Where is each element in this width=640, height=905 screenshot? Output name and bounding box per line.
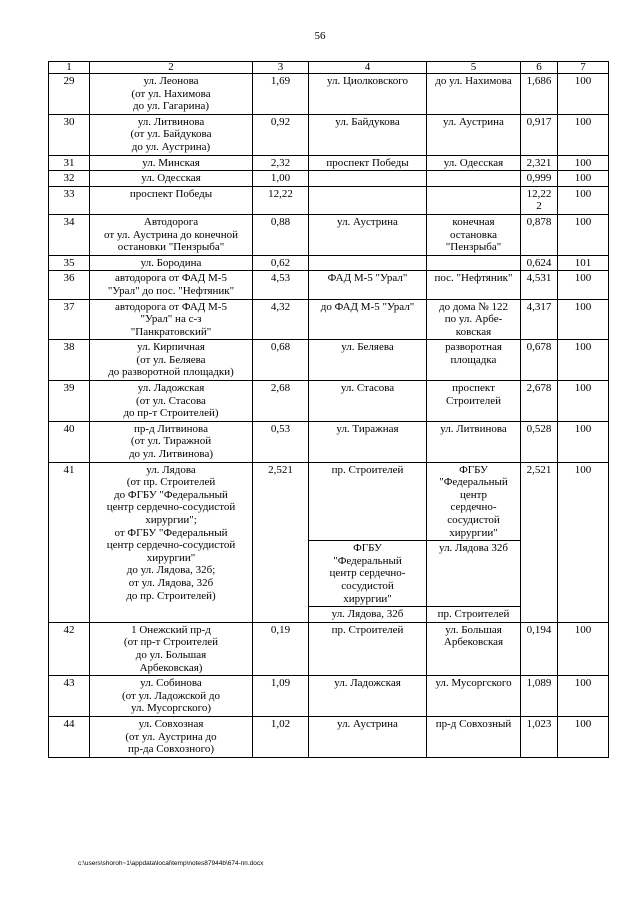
segment-start: ул. Тиражная <box>309 421 427 462</box>
segment-end: ФГБУ "Федеральный центр сердечно- сосудистой хирургии" <box>427 462 521 541</box>
row-number: 40 <box>49 421 90 462</box>
coverage-percent: 100 <box>558 622 609 675</box>
row-number: 33 <box>49 186 90 214</box>
segment-start <box>309 255 427 271</box>
actual-length: 12,22 2 <box>521 186 558 214</box>
road-name: ул. Бородина <box>90 255 253 271</box>
coverage-percent: 100 <box>558 271 609 299</box>
actual-length: 0,999 <box>521 171 558 187</box>
segment-start: ул. Стасова <box>309 381 427 422</box>
road-length: 0,62 <box>253 255 309 271</box>
coverage-percent: 100 <box>558 340 609 381</box>
row-number: 36 <box>49 271 90 299</box>
road-length: 4,32 <box>253 299 309 340</box>
header-row <box>49 62 609 74</box>
coverage-percent: 100 <box>558 74 609 115</box>
table-row <box>49 299 609 340</box>
segment-start: ул. Ладожская <box>309 676 427 717</box>
segment-start: ул. Беляева <box>309 340 427 381</box>
segment-end: ул. Большая Арбековская <box>427 622 521 675</box>
coverage-percent: 100 <box>558 186 609 214</box>
row-number: 41 <box>49 462 90 622</box>
table-row <box>49 74 609 115</box>
segment-end: разворотная площадка <box>427 340 521 381</box>
segment-end: до ул. Нахимова <box>427 74 521 115</box>
coverage-percent: 101 <box>558 255 609 271</box>
road-length: 0,53 <box>253 421 309 462</box>
coverage-percent: 100 <box>558 214 609 255</box>
segment-start: ул. Циолковского <box>309 74 427 115</box>
segment-end <box>427 186 521 214</box>
road-length: 2,68 <box>253 381 309 422</box>
actual-length: 0,678 <box>521 340 558 381</box>
segment-start: пр. Строителей <box>309 462 427 541</box>
table-row <box>49 271 609 299</box>
segment-start: ул. Аустрина <box>309 214 427 255</box>
road-name: автодорога от ФАД М-5 "Урал" на с-з "Панкратовский" <box>90 299 253 340</box>
road-length: 12,22 <box>253 186 309 214</box>
column-header: 7 <box>558 62 609 74</box>
segment-end: пр-д Совхозный <box>427 716 521 757</box>
segment-start <box>309 171 427 187</box>
segment-start: ул. Аустрина <box>309 716 427 757</box>
table-row <box>49 255 609 271</box>
page-number: 56 <box>314 30 326 42</box>
row-number: 44 <box>49 716 90 757</box>
coverage-percent: 100 <box>558 381 609 422</box>
actual-length: 0,917 <box>521 114 558 155</box>
actual-length: 1,089 <box>521 676 558 717</box>
road-name: проспект Победы <box>90 186 253 214</box>
road-length: 1,09 <box>253 676 309 717</box>
row-number: 29 <box>49 74 90 115</box>
road-name: ул. Одесская <box>90 171 253 187</box>
road-name: ул. Ладожская (от ул. Стасова до пр-т Строителей) <box>90 381 253 422</box>
column-header: 6 <box>521 62 558 74</box>
segment-end <box>427 171 521 187</box>
coverage-percent: 100 <box>558 462 609 622</box>
table-row <box>49 171 609 187</box>
road-length: 0,92 <box>253 114 309 155</box>
road-name: ул. Литвинова (от ул. Байдукова до ул. Аустрина) <box>90 114 253 155</box>
table-row <box>49 716 609 757</box>
coverage-percent: 100 <box>558 171 609 187</box>
table-row <box>49 155 609 171</box>
table-row <box>49 340 609 381</box>
table-row <box>49 381 609 422</box>
road-length: 2,521 <box>253 462 309 622</box>
column-header: 5 <box>427 62 521 74</box>
column-header: 4 <box>309 62 427 74</box>
segment-start: до ФАД М-5 "Урал" <box>309 299 427 340</box>
road-name: 1 Онежский пр-д (от пр-т Строителей до ул. Большая Арбековская) <box>90 622 253 675</box>
road-name: ул. Совхозная (от ул. Аустрина до пр-да Совхозного) <box>90 716 253 757</box>
actual-length: 0,878 <box>521 214 558 255</box>
road-name: ул. Собинова (от ул. Ладожской до ул. Мусоргского) <box>90 676 253 717</box>
row-number: 32 <box>49 171 90 187</box>
segment-end: пос. "Нефтяник" <box>427 271 521 299</box>
row-number: 30 <box>49 114 90 155</box>
coverage-percent: 100 <box>558 676 609 717</box>
table-row <box>49 676 609 717</box>
road-length: 1,02 <box>253 716 309 757</box>
segment-start: ФГБУ "Федеральный центр сердечно- сосудистой хирургии" <box>309 541 427 607</box>
coverage-percent: 100 <box>558 299 609 340</box>
segment-end: ул. Литвинова <box>427 421 521 462</box>
road-length: 1,69 <box>253 74 309 115</box>
road-name: ул. Минская <box>90 155 253 171</box>
column-header: 2 <box>90 62 253 74</box>
row-number: 43 <box>49 676 90 717</box>
actual-length: 0,624 <box>521 255 558 271</box>
segment-start <box>309 186 427 214</box>
segment-end: до дома № 122 по ул. Арбе- ковская <box>427 299 521 340</box>
segment-start: ул. Лядова, 32б <box>309 607 427 623</box>
table-row <box>49 421 609 462</box>
road-name: пр-д Литвинова (от ул. Тиражной до ул. Литвинова) <box>90 421 253 462</box>
segment-end: пр. Строителей <box>427 607 521 623</box>
row-number: 34 <box>49 214 90 255</box>
file-path: c:\users\shoroh~1\appdata\local\temp\notes87944b\674-пп.docx <box>78 860 264 867</box>
roads-table <box>48 61 609 758</box>
road-length: 0,88 <box>253 214 309 255</box>
coverage-percent: 100 <box>558 155 609 171</box>
actual-length: 2,521 <box>521 462 558 622</box>
table-row <box>49 186 609 214</box>
row-number: 42 <box>49 622 90 675</box>
column-header: 3 <box>253 62 309 74</box>
actual-length: 4,531 <box>521 271 558 299</box>
segment-end: ул. Лядова 32б <box>427 541 521 607</box>
road-length: 1,00 <box>253 171 309 187</box>
table-row <box>49 622 609 675</box>
segment-end: ул. Одесская <box>427 155 521 171</box>
coverage-percent: 100 <box>558 114 609 155</box>
table-row <box>49 114 609 155</box>
road-name: ул. Леонова (от ул. Нахимова до ул. Гагарина) <box>90 74 253 115</box>
segment-start: ФАД М-5 "Урал" <box>309 271 427 299</box>
actual-length: 0,194 <box>521 622 558 675</box>
table-row <box>49 214 609 255</box>
road-name: ул. Лядова (от пр. Строителей до ФГБУ "Федеральный центр сердечно-сосудистой хирургии"; от ФГБУ "Федеральный центр сердечно-сосудистой хирургии" до ул. Лядова, 32б; от ул. Лядова, 32б до пр. Строителей) <box>90 462 253 622</box>
actual-length: 1,023 <box>521 716 558 757</box>
actual-length: 1,686 <box>521 74 558 115</box>
actual-length: 2,678 <box>521 381 558 422</box>
row-number: 37 <box>49 299 90 340</box>
column-header: 1 <box>49 62 90 74</box>
road-name: автодорога от ФАД М-5 "Урал" до пос. "Нефтяник" <box>90 271 253 299</box>
road-name: Автодорога от ул. Аустрина до конечной остановки "Пензрыба" <box>90 214 253 255</box>
road-length: 0,68 <box>253 340 309 381</box>
table-row <box>49 462 609 541</box>
road-length: 0,19 <box>253 622 309 675</box>
road-length: 4,53 <box>253 271 309 299</box>
coverage-percent: 100 <box>558 716 609 757</box>
segment-end: ул. Аустрина <box>427 114 521 155</box>
actual-length: 4,317 <box>521 299 558 340</box>
segment-end: ул. Мусоргского <box>427 676 521 717</box>
row-number: 38 <box>49 340 90 381</box>
segment-start: ул. Байдукова <box>309 114 427 155</box>
segment-end: конечная остановка "Пензрыба" <box>427 214 521 255</box>
actual-length: 0,528 <box>521 421 558 462</box>
row-number: 39 <box>49 381 90 422</box>
actual-length: 2,321 <box>521 155 558 171</box>
row-number: 35 <box>49 255 90 271</box>
coverage-percent: 100 <box>558 421 609 462</box>
road-length: 2,32 <box>253 155 309 171</box>
road-name: ул. Кирпичная (от ул. Беляева до разворотной площадки) <box>90 340 253 381</box>
segment-start: пр. Строителей <box>309 622 427 675</box>
segment-start: проспект Победы <box>309 155 427 171</box>
segment-end: проспект Строителей <box>427 381 521 422</box>
row-number: 31 <box>49 155 90 171</box>
segment-end <box>427 255 521 271</box>
